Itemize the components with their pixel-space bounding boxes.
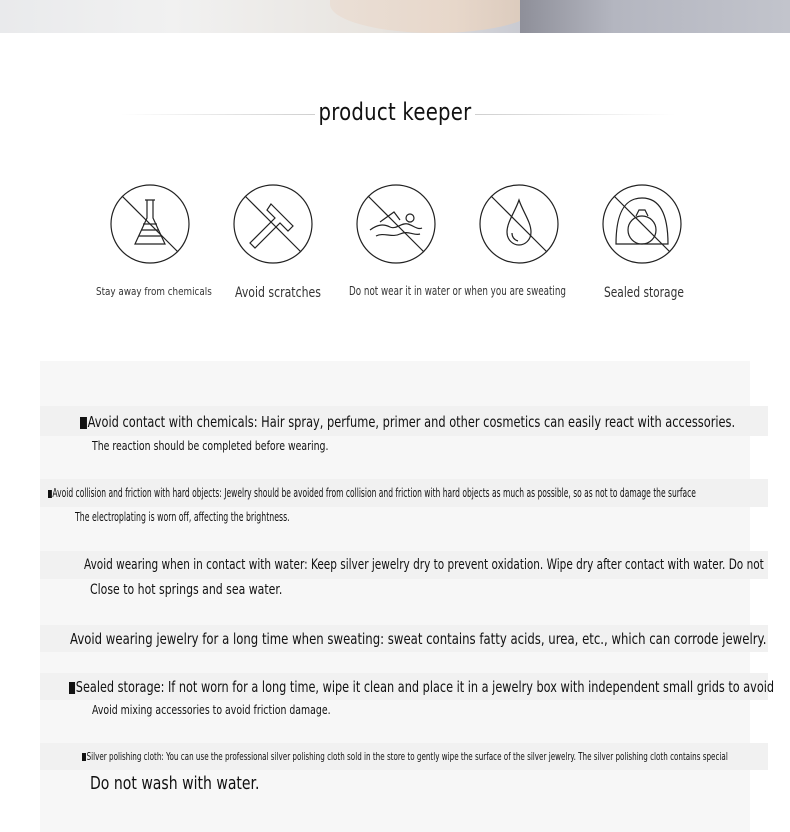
note-chemicals-cont: The reaction should be completed before wearing. [92,439,329,453]
no-swimming-icon [356,184,436,264]
title-divider-right [475,114,675,115]
hero-photo-skin [330,0,540,33]
no-ring-icon [602,184,682,264]
note-water-cont: Close to hot springs and sea water. [90,582,283,598]
icon-label-chemicals: Stay away from chemicals [96,285,212,298]
note-collision-text: Avoid collision and friction with hard objects: Jewelry should be avoided from collision and friction with hard objects as much as possible, so as not to damage the surface [52,486,696,500]
note-sweat: Avoid wearing jewelry for a long time when sweating: sweat contains fatty acids, urea, etc., which can corrode jewelry. [70,630,767,648]
note-storage-cont: Avoid mixing accessories to avoid friction damage. [92,703,331,717]
bullet-icon [69,682,75,694]
hero-photo-shirt [520,0,790,33]
note-chemicals-text: Avoid contact with chemicals: Hair spray, perfume, primer and other cosmetics can easily react with accessories. [87,413,736,431]
bullet-icon [80,417,87,429]
note-storage-text: Sealed storage: If not worn for a long time, wipe it clean and place it in a jewelry box with independent small grids to avoid [75,678,775,696]
section-header [0,96,790,136]
note-polish-text: Silver polishing cloth: You can use the professional silver polishing cloth sold in the store to gently wipe the surface of the silver jewelry. The silver polishing cloth contains special [86,750,728,763]
no-hammer-icon [233,184,313,264]
icon-label-scratches: Avoid scratches [235,285,321,301]
note-chemicals [80,413,735,431]
note-polish [82,750,728,763]
section-title: product keeper [318,98,472,126]
bullet-icon [48,490,52,498]
note-collision-cont: The electroplating is worn off, affecting the brightness. [75,510,290,524]
no-water-drop-icon [479,184,559,264]
icon-label-storage: Sealed storage [604,285,684,301]
note-water: Avoid wearing when in contact with water: Keep silver jewelry dry to prevent oxidation. Wipe dry after contact with water. Do not [84,557,764,573]
hero-photo [0,0,790,33]
no-chemicals-icon [110,184,190,264]
note-storage [69,678,774,696]
icon-label-water: Do not wear it in water or when you are sweating [349,284,566,298]
bullet-icon [82,753,86,761]
note-polish-cont: Do not wash with water. [90,773,260,794]
note-collision [48,486,696,500]
